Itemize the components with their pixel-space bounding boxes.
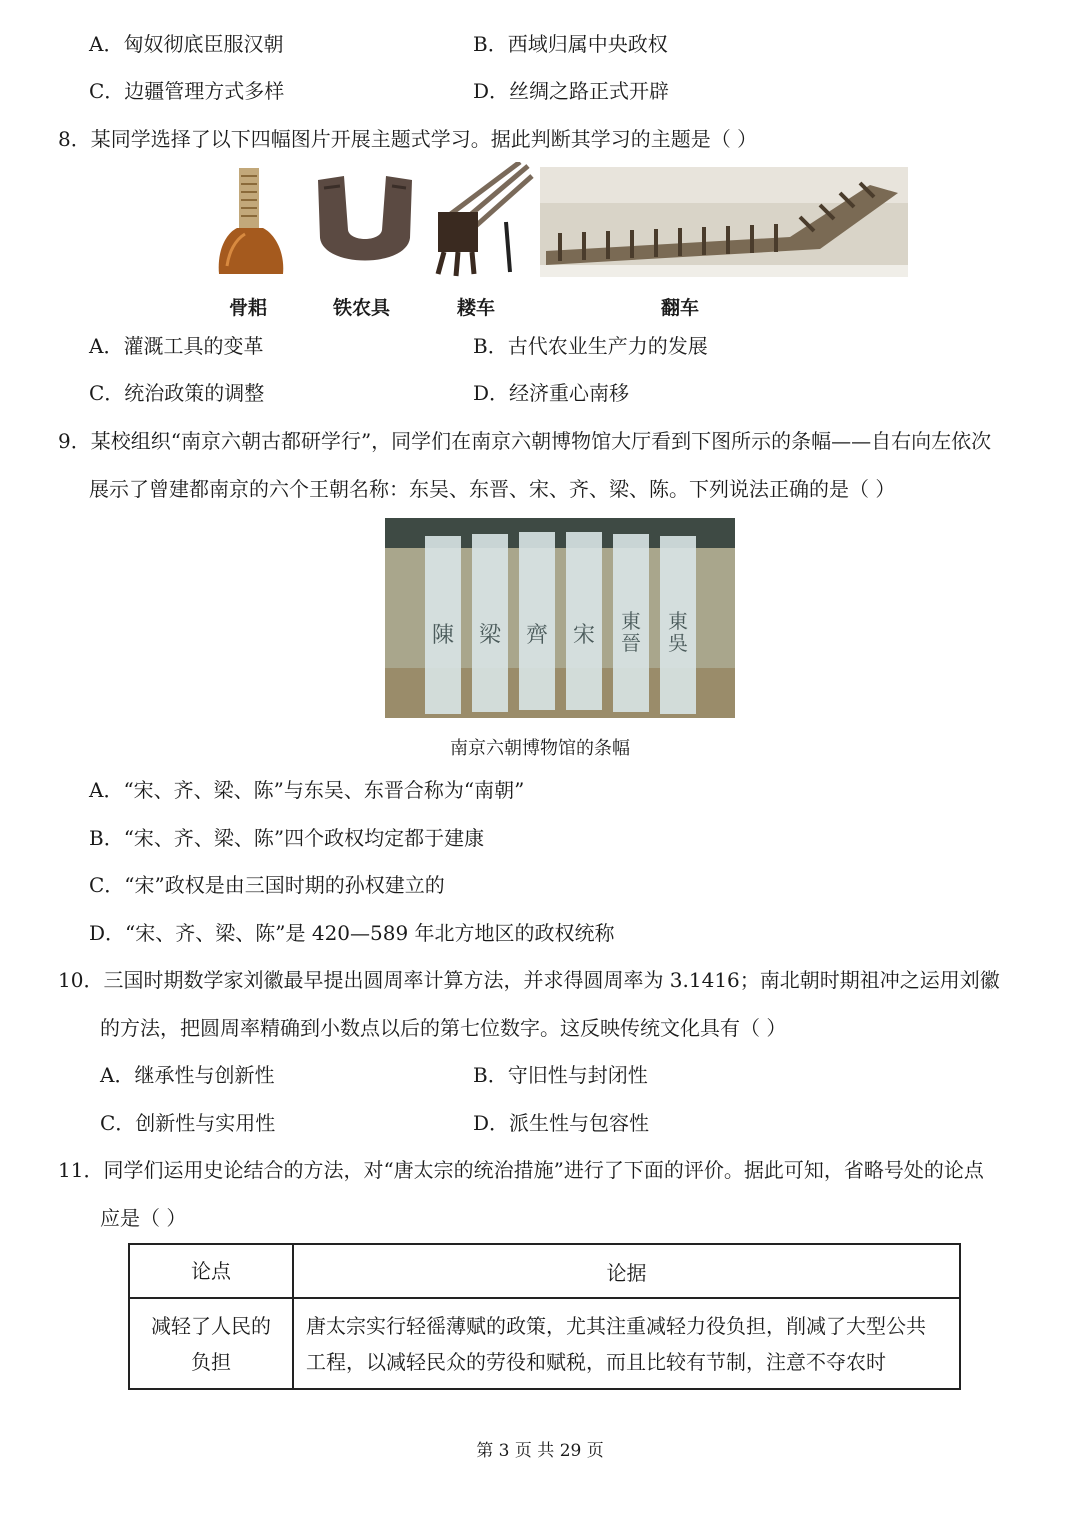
table-header-row — [129, 1244, 960, 1298]
q8-stem: 8．某同学选择了以下四幅图片开展主题式学习。据此判断其学习的主题是（ ） — [58, 127, 758, 151]
q10-option-d: D．派生性与包容性 — [473, 1111, 650, 1135]
q10-stem-line1: 10．三国时期数学家刘徽最早提出圆周率计算方法，并求得圆周率为 3.1416；南北朝时期祖冲之运用刘徽 — [58, 968, 1000, 992]
header-evidence: 论据 — [293, 1244, 960, 1298]
q9-option-a: A．“宋、齐、梁、陈”与东吴、东晋合称为“南朝” — [89, 778, 525, 802]
banner-liang: 梁 — [478, 623, 501, 648]
table-row — [129, 1298, 960, 1389]
q7-option-b: B．西域归属中央政权 — [473, 32, 668, 56]
banner-qi: 齊 — [525, 623, 548, 648]
q7-option-c: C．边疆管理方式多样 — [89, 79, 285, 103]
page-footer: 第 3 页 共 29 页 — [476, 1441, 604, 1461]
q10-option-a: A．继承性与创新性 — [100, 1063, 275, 1087]
bone-spade-image — [205, 162, 295, 280]
q8-option-b: B．古代农业生产力的发展 — [473, 334, 708, 358]
q9-option-b: B．“宋、齐、梁、陈”四个政权均定都于建康 — [89, 826, 485, 850]
q7-option-a: A．匈奴彻底臣服汉朝 — [89, 32, 284, 56]
q9-option-c: C．“宋”政权是由三国时期的孙权建立的 — [89, 873, 445, 897]
evidence-line2: 工程，以减轻民众的劳役和赋税，而且比较有节制，注意不夺农时 — [306, 1349, 886, 1374]
evidence-line1: 唐太宗实行轻徭薄赋的政策，尤其注重减轻力役负担，削减了大型公共 — [306, 1313, 926, 1338]
q11-stem-line1: 11．同学们运用史论结合的方法，对“唐太宗的统治措施”进行了下面的评价。据此可知，省略号处的论点 — [58, 1158, 984, 1182]
q8-option-a: A．灌溉工具的变革 — [89, 334, 264, 358]
point-line1: 减轻了人民的 — [151, 1313, 271, 1338]
q7-option-d: D．丝绸之路正式开辟 — [473, 79, 670, 103]
water-wheel-image — [540, 167, 908, 277]
banner-dongjin: 東晉 — [621, 609, 641, 655]
header-point: 论点 — [129, 1244, 293, 1298]
q8-option-d: D．经济重心南移 — [473, 381, 630, 405]
q10-stem-line2: 的方法，把圆周率精确到小数点以后的第七位数字。这反映传统文化具有（ ） — [100, 1016, 787, 1040]
q10-option-b: B．守旧性与封闭性 — [473, 1063, 648, 1087]
banner-chen: 陳 — [431, 623, 454, 648]
photo-caption: 南京六朝博物馆的条幅 — [450, 738, 630, 759]
caption-seed-drill: 耧车 — [457, 297, 496, 319]
argument-table — [128, 1243, 961, 1390]
q10-option-c: C．创新性与实用性 — [100, 1111, 276, 1135]
seed-drill-image — [420, 162, 536, 280]
museum-banner-photo — [385, 518, 735, 718]
banner-song: 宋 — [572, 623, 595, 648]
q9-option-d: D．“宋、齐、梁、陈”是 420—589 年北方地区的政权统称 — [89, 921, 615, 945]
q9-stem-line2: 展示了曾建都南京的六个王朝名称：东吴、东晋、宋、齐、梁、陈。下列说法正确的是（ ） — [89, 477, 896, 501]
q8-option-c: C．统治政策的调整 — [89, 381, 265, 405]
iron-tool-image — [310, 168, 420, 280]
point-line2: 负担 — [191, 1349, 231, 1374]
q11-stem-line2: 应是（ ） — [100, 1206, 187, 1230]
caption-water-wheel: 翻车 — [661, 297, 700, 319]
caption-bone-spade: 骨耜 — [229, 297, 268, 319]
point-cell — [129, 1298, 293, 1389]
caption-iron-tool: 铁农具 — [333, 297, 391, 319]
q9-stem-line1: 9．某校组织“南京六朝古都研学行”，同学们在南京六朝博物馆大厅看到下图所示的条幅——自右向左依次 — [58, 429, 992, 453]
banner-dongwu: 東吳 — [668, 609, 688, 655]
evidence-cell — [293, 1298, 960, 1389]
